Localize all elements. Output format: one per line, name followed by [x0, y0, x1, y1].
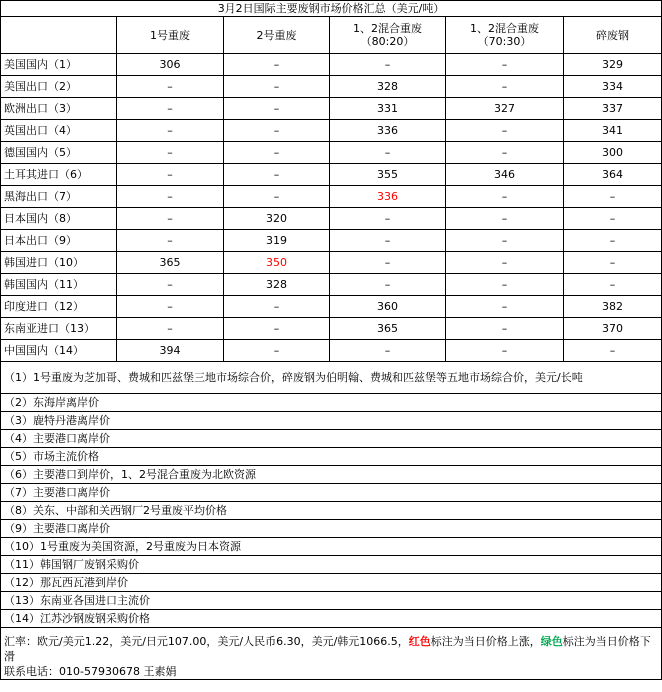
- price-cell: –: [117, 296, 224, 318]
- price-cell: 341: [564, 120, 662, 142]
- row-label: 日本国内（8）: [1, 208, 117, 230]
- table-row: [1, 120, 662, 142]
- price-cell: –: [330, 208, 446, 230]
- table-row: [1, 142, 662, 164]
- note-text: （5）市场主流价格: [1, 448, 662, 466]
- price-cell: 334: [564, 76, 662, 98]
- footer-cell: [1, 628, 662, 680]
- price-cell: –: [117, 76, 224, 98]
- price-cell: 328: [224, 274, 330, 296]
- table-row: [1, 164, 662, 186]
- note-text: （6）主要港口到岸价，1、2号混合重废为北欧资源: [1, 466, 662, 484]
- price-cell: 355: [330, 164, 446, 186]
- column-header-line: 1、2混合重废: [353, 22, 422, 35]
- green-legend-text: 标注为当日价格下滑: [4, 635, 651, 663]
- price-cell: 336: [330, 186, 446, 208]
- table-row: [1, 296, 662, 318]
- table-row: [1, 208, 662, 230]
- exchange-rates: [4, 634, 658, 664]
- row-label: 韩国国内（11）: [1, 274, 117, 296]
- price-cell: –: [224, 340, 330, 362]
- price-cell: –: [117, 98, 224, 120]
- price-cell: 370: [564, 318, 662, 340]
- footer: [1, 628, 662, 680]
- price-cell: –: [330, 340, 446, 362]
- price-cell: –: [564, 186, 662, 208]
- price-cell: 365: [330, 318, 446, 340]
- price-cell: –: [330, 252, 446, 274]
- price-cell: 394: [117, 340, 224, 362]
- column-header-line: 2号重废: [256, 28, 297, 42]
- price-cell: 337: [564, 98, 662, 120]
- note-text: （13）东南亚各国进口主流价: [1, 592, 662, 610]
- price-cell: –: [446, 340, 564, 362]
- row-label: 美国国内（1）: [1, 54, 117, 76]
- note-text: （4）主要港口离岸价: [1, 430, 662, 448]
- note-row: [1, 502, 662, 520]
- note-row: [1, 412, 662, 430]
- note-text: （7）主要港口离岸价: [1, 484, 662, 502]
- column-header: [117, 17, 224, 54]
- note-row: [1, 448, 662, 466]
- price-cell: 331: [330, 98, 446, 120]
- price-cell: –: [117, 164, 224, 186]
- note-text: （3）鹿特丹港离岸价: [1, 412, 662, 430]
- note-text: （9）主要港口离岸价: [1, 520, 662, 538]
- price-table-body: [1, 1, 662, 54]
- price-cell: –: [446, 186, 564, 208]
- notes: [1, 362, 662, 628]
- column-header-line: 1号重废: [150, 28, 190, 42]
- price-cell: –: [117, 274, 224, 296]
- price-cell: –: [330, 230, 446, 252]
- header-corner: [1, 17, 117, 54]
- price-cell: 360: [330, 296, 446, 318]
- price-cell: –: [446, 274, 564, 296]
- price-cell: 350: [224, 252, 330, 274]
- price-cell: –: [117, 186, 224, 208]
- price-cell: 365: [117, 252, 224, 274]
- note-row: [1, 538, 662, 556]
- price-cell: –: [224, 54, 330, 76]
- note-text: （2）东海岸离岸价: [1, 394, 662, 412]
- note-row: [1, 430, 662, 448]
- table-row: [1, 274, 662, 296]
- table-row: [1, 252, 662, 274]
- table-row: [1, 76, 662, 98]
- note-row: [1, 466, 662, 484]
- note-text: （11）韩国钢厂废钢采购价: [1, 556, 662, 574]
- price-cell: –: [564, 230, 662, 252]
- column-header-line: （80:20）: [360, 35, 415, 48]
- price-cell: –: [224, 76, 330, 98]
- price-cell: –: [117, 208, 224, 230]
- column-header: [224, 17, 330, 54]
- price-cell: –: [224, 120, 330, 142]
- row-label: 韩国进口（10）: [1, 252, 117, 274]
- price-cell: –: [224, 142, 330, 164]
- price-cell: –: [564, 208, 662, 230]
- price-cell: –: [446, 54, 564, 76]
- price-cell: –: [224, 318, 330, 340]
- row-label: 英国出口（4）: [1, 120, 117, 142]
- price-cell: –: [224, 186, 330, 208]
- price-cell: –: [117, 230, 224, 252]
- price-cell: 328: [330, 76, 446, 98]
- price-cell: –: [330, 54, 446, 76]
- green-legend: 绿色: [540, 635, 563, 648]
- price-cell: –: [446, 142, 564, 164]
- column-header-line: （70:30）: [477, 35, 532, 48]
- price-cell: –: [564, 274, 662, 296]
- note-row: [1, 574, 662, 592]
- table-title: 3月2日国际主要废钢市场价格汇总（美元/吨）: [1, 1, 662, 17]
- row-label: 东南亚进口（13）: [1, 318, 117, 340]
- column-header: [446, 17, 564, 54]
- price-cell: –: [446, 120, 564, 142]
- price-cell: –: [117, 142, 224, 164]
- price-cell: –: [446, 230, 564, 252]
- column-header: [564, 17, 662, 54]
- note-row: [1, 362, 662, 394]
- table-row: [1, 98, 662, 120]
- rate-text: 汇率：欧元/美元1.22，美元/日元107.00，美元/人民币6.30，美元/韩元1066.5，: [4, 635, 409, 648]
- row-label: 中国国内（14）: [1, 340, 117, 362]
- column-header-line: 1、2混合重废: [470, 22, 539, 35]
- row-label: 德国国内（5）: [1, 142, 117, 164]
- contact: 联系电话：010-57930678 王素娟: [4, 665, 177, 678]
- note-row: [1, 610, 662, 628]
- price-cell: –: [446, 252, 564, 274]
- price-cell: –: [446, 296, 564, 318]
- table-row: [1, 230, 662, 252]
- price-cell: –: [117, 120, 224, 142]
- note-text: （1）1号重废为芝加哥、费城和匹兹堡三地市场综合价，碎废钢为伯明翰、费城和匹兹堡等五地市场综合价，美元/长吨: [1, 362, 662, 394]
- note-text: （10）1号重废为美国资源，2号重废为日本资源: [1, 538, 662, 556]
- price-cell: –: [446, 76, 564, 98]
- row-label: 美国出口（2）: [1, 76, 117, 98]
- note-text: （8）关东、中部和关西钢厂2号重废平均价格: [1, 502, 662, 520]
- row-label: 土耳其进口（6）: [1, 164, 117, 186]
- price-cell: 306: [117, 54, 224, 76]
- price-cell: –: [564, 252, 662, 274]
- column-header-line: 碎废钢: [596, 28, 630, 42]
- red-legend-text: 标注为当日价格上涨，: [430, 635, 541, 648]
- column-header: [330, 17, 446, 54]
- price-cell: 346: [446, 164, 564, 186]
- row-label: 印度进口（12）: [1, 296, 117, 318]
- price-cell: 327: [446, 98, 564, 120]
- table-row: [1, 186, 662, 208]
- price-cell: –: [446, 318, 564, 340]
- note-row: [1, 394, 662, 412]
- price-cell: –: [330, 274, 446, 296]
- header-row: [1, 17, 662, 54]
- price-cell: 319: [224, 230, 330, 252]
- data-rows: [1, 54, 662, 362]
- note-text: （14）江苏沙钢废钢采购价格: [1, 610, 662, 628]
- price-cell: 300: [564, 142, 662, 164]
- red-legend: 红色: [408, 635, 431, 648]
- price-cell: 382: [564, 296, 662, 318]
- price-cell: 364: [564, 164, 662, 186]
- table-row: [1, 318, 662, 340]
- note-row: [1, 484, 662, 502]
- row-label: 日本出口（9）: [1, 230, 117, 252]
- note-row: [1, 520, 662, 538]
- price-cell: –: [117, 318, 224, 340]
- price-cell: –: [446, 208, 564, 230]
- price-cell: 329: [564, 54, 662, 76]
- price-cell: 336: [330, 120, 446, 142]
- price-cell: –: [224, 98, 330, 120]
- row-label: 黑海出口（7）: [1, 186, 117, 208]
- table-row: [1, 54, 662, 76]
- price-cell: 320: [224, 208, 330, 230]
- row-label: 欧洲出口（3）: [1, 98, 117, 120]
- price-cell: –: [224, 296, 330, 318]
- price-cell: –: [330, 142, 446, 164]
- price-cell: –: [224, 164, 330, 186]
- table-row: [1, 340, 662, 362]
- price-cell: –: [564, 340, 662, 362]
- note-row: [1, 556, 662, 574]
- note-text: （12）那瓦西瓦港到岸价: [1, 574, 662, 592]
- note-row: [1, 592, 662, 610]
